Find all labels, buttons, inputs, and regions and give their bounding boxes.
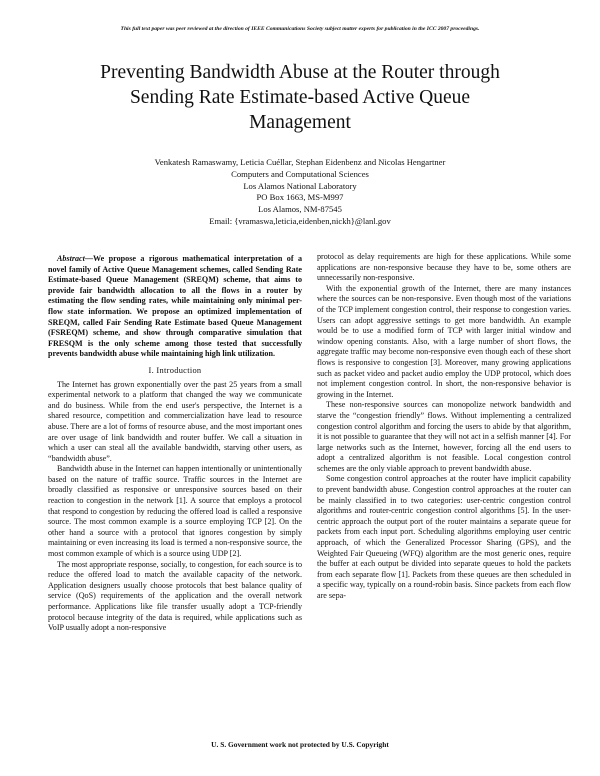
affiliation-line: PO Box 1663, MS-M997 [256,192,344,203]
paragraph: These non-responsive sources can monopolize network bandwidth and starve the “congestion friendly” flows. Without implementing a centralized congestion control algorithm and forcing the users to abide by that algorithm, it is not possible to guarantee that they will not act in a selfish manner [4]. For large networks such as the Internet, however, forcing all the end users to adopt a centralized algorithm is not feasible. Local congestion control schemes are the only viable approach to prevent bandwidth abuse. [317,400,571,473]
paper-title [40,60,560,135]
paragraph: protocol as delay requirements are high for these applications. While some applications are non-responsive because they have to be, some others are unnecessarily non-responsive. [317,252,571,283]
header-note: This full text paper was peer reviewed at the direction of IEEE Communications Society subject matter experts for publication in the ICC 2007 proceedings. [120,26,480,32]
right-column [317,252,571,602]
section-heading: I. Introduction [148,365,202,375]
title-line: Sending Rate Estimate-based Active Queue [129,87,471,108]
abstract [48,254,302,360]
title-line: Preventing Bandwidth Abuse at the Router through [100,62,500,83]
left-column [48,254,302,634]
author-names: Venkatesh Ramaswamy, Leticia Cuéllar, Stephan Eidenbenz and Nicolas Hengartner [154,157,446,167]
author-email: Email: {vramaswa,leticia,eidenben,nickh}@lanl.gov [209,215,391,226]
author-block [40,157,560,228]
affiliation-line: Los Alamos, NM-87545 [258,204,342,215]
paragraph: The most appropriate response, socially, to congestion, for each source is to reduce the offered load to match the available capacity of the network. Application designers usually choose protocols that best balance quality of service (QoS) requirements of the application and the overall network performance. Applications like file transfer usually adopt a TCP-friendly protocol because integrity of the data is required, while applications such as VoIP usually adopt a non-responsive [48,559,302,633]
copyright-footer: U. S. Government work not protected by U.S. Copyright [211,740,389,749]
abstract-label: Abstract [57,254,85,263]
affiliation-line: Computers and Computational Sciences [231,168,369,179]
paragraph: The Internet has grown exponentially over the past 25 years from a small experimental network to a platform that changed the way we communicate and do business. While from the end user's perspective, the Internet is a shared resource, competition and commercialization have lead to resource abuse. There are a lot of forms of resource abuse, and the most important ones are over usage of link bandwidth and router buffer. We call a situation in which a user can steal all the available bandwidth, starving other users, as “bandwidth abuse”. [48,379,302,463]
abstract-text: —We propose a rigorous mathematical interpretation of a novel family of Active Queue Management schemes, called Sending Rate Estimate-based Queue Management (SREQM) scheme, that aims to provide fair bandwidth allocation to all the flows in a router by estimating the flow sending rates, while maintaining only minimal per-flow state information. We propose an optimized implementation of SREQM, called Fair Sending Rate Estimate based Queue Management (FSREQM) scheme, and show through comparative simulation that FRESQM is the only scheme among those tested that successfully prevents bandwidth abuse while maintaining high link utilization. [48,254,302,359]
paragraph: Some congestion control approaches at the router have implicit capability to prevent bandwidth abuse. Congestion control approaches at the router can be mainly classified in to two categories: user-centric congestion control algorithms and router-centric congestion control algorithms [5]. In the user-centric approach the output port of the router maintains a separate queue for packets from each input port. Scheduling algorithms employing user centric approach, of which the Generalized Processor Sharing (GPS), and the Weighted Fair Queueing (WFQ) algorithm are the most generic ones, require the buffer at each output be divided into separate queues to hold the packets from each separate flow [1]. Packets from these queues are then scheduled in a specific way, typically on a round-robin basis. Since packets from each flow are sepa- [317,474,571,600]
paragraph: Bandwidth abuse in the Internet can happen intentionally or unintentionally based on the nature of traffic source. Traffic sources in the Internet are broadly classified as responsive or unresponsive sources based on their reaction to congestion in the network [1]. A source that employs a protocol that respond to congestion by reducing the offered load is called a responsive source. The most common example is a source employing TCP [2]. On the other hand a source with a protocol that ignores congestion by simply maintaining or even increasing its load is termed a non-responsive source, the most common example of which is a source using UDP [2]. [48,464,302,559]
affiliation-line: Los Alamos National Laboratory [243,180,357,191]
title-line: Management [249,112,351,133]
paragraph: With the exponential growth of the Internet, there are many instances where the sources can be non-responsive. Even though most of the variations of the TCP implement congestion control, their response to congestion varies. Users can adopt aggressive settings to get more bandwidth. An example would be to use a modified form of TCP with larger initial window and window opening constants. Also, with a large number of short flows, the aggregate traffic may become non-responsive even though each of these short flows is responsive to congestion [3]. Moreover, many growing applications such as packet video and packet audio employ the UDP protocol, which does not implement congestion control. In short, the non-responsive behavior is growing in the Internet. [317,283,571,399]
